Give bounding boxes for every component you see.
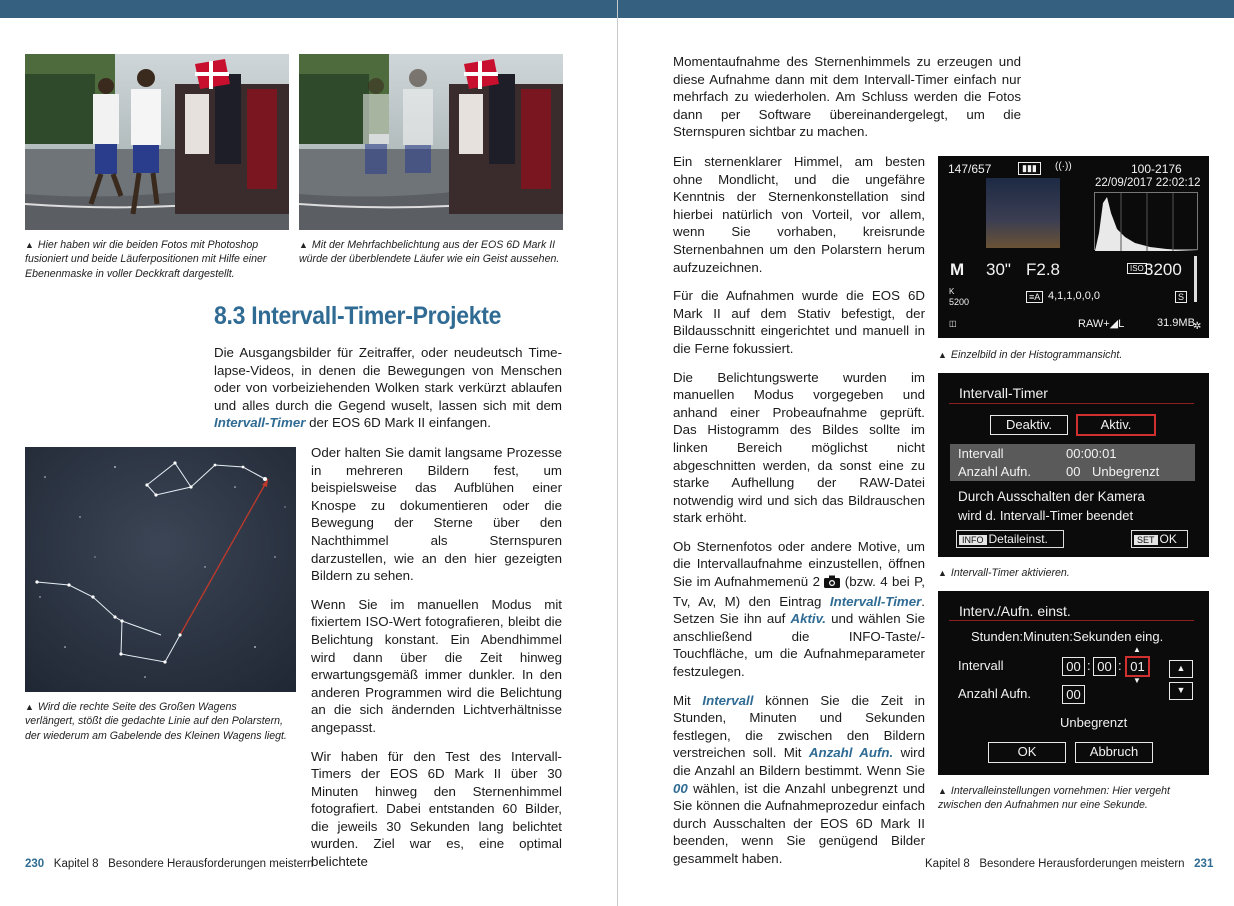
interval-label: Intervall [958,658,1004,673]
mode-m: M [950,260,965,279]
ok-button[interactable]: OK [988,742,1066,763]
hms-subtitle: Stunden:Minuten:Sekunden eing. [971,629,1164,644]
caption-triangle-icon: ▲ [938,568,947,578]
runners-photo-ghost [299,54,563,230]
ok-label: OK [1159,532,1177,546]
histogram-screen [938,156,1209,338]
hours-field[interactable]: 00 [1062,657,1085,676]
paragraph: Ein sternenklarer Himmel, am besten ohne Mondlicht, und die ungefähre Kenntnis der Sternenkonstellation sind hierbei natürlich von Vorteil, vor allem, wenn Sie vorhaben, kreisrunde Sternenbahnen um den Polarstern herum aufzuzeichnen. [673,154,925,275]
picture-style-values: 4,1,1,0,0,0 [1048,290,1100,302]
caption-triangle-icon: ▲ [25,702,34,712]
aperture: F2.8 [1026,260,1061,279]
paragraph: Oder halten Sie damit langsame Prozesse in mehreren Bildern fest, um beispielsweise das Aufblühen einer Knospe zu dokumentieren oder die Bewegung der Sterne über den Nachthimmel als Sternspuren darzustellen, wie an den hier gezeigten Bildern zu sehen. [311,445,562,584]
chapter-title: Besondere Herausforderungen meistern [979,858,1185,870]
section-heading: 8.3 Intervall-Timer-Projekte [214,302,502,330]
right-body-column [673,153,925,879]
photo-caption-right: ▲ Mit der Mehrfachbelichtung aus der EOS 6D Mark II würde der überblendete Läufer wie ein Geist aussehen. [299,239,560,266]
star-caption: ▲ Wird die rechte Seite des Großen Wagens verlängert, stößt die gedachte Linie auf den Polarstern, der wiederum am Gabelende des Kleinen Wagens liegt. [25,701,287,742]
scroll-indicator [1194,256,1197,302]
screen2-caption: ▲ Intervall-Timer aktivieren. [938,567,1070,579]
quality: RAW+◢L [1078,318,1125,330]
interval-label: Intervall [958,446,1004,461]
left-body-column [311,444,562,882]
paragraph: Für die Aufnahmen wurde die EOS 6D Mark II auf dem Stativ befestigt, der Bildausschnitt eingerichtet und manuell in die Ferne fokussiert. [673,288,925,356]
caption-triangle-icon: ▲ [938,350,947,360]
count-label: Anzahl Aufn. [958,464,1031,479]
note-line-1: Durch Ausschalten der Kamera [958,489,1145,504]
star-photo [25,447,296,692]
picture-style-icon: ≡A [1026,291,1043,303]
minutes-field[interactable]: 00 [1093,657,1116,676]
count-value: 00 [1066,464,1081,479]
chapter-label: Kapitel 8 [925,858,970,870]
right-page [617,0,1234,906]
folder-number: 100-2176 [1131,162,1182,176]
unlimited-label: Unbegrenzt [1060,715,1128,730]
shot-count: 147/657 [948,162,992,176]
set-ok-button[interactable] [1131,530,1188,548]
paragraph: Mit Intervall können Sie die Zeit in Stunden, Minuten und Sekunden festlegen, die zwischen den Bildern verstreichen soll. Mit Anzahl Aufn. wird die Anzahl an Bildern bestimmt. Wenn Sie 00 wählen, ist die Anzahl unbegrenzt und Sie können die Aufnahmeprozedur einfach durch Ausschalten der EOS 6D Mark II beenden, wenn Sie genügend Bilder gesammelt haben. [673,692,925,866]
busy-icon: ✲ [1193,321,1202,332]
caption-triangle-icon: ▲ [25,240,34,250]
file-size: 31.9MB [1157,317,1195,329]
paragraph: Wir haben für den Test des Intervall-Timers der EOS 6D Mark II über 30 Minuten hinweg den Sternenhimmel fotografiert. Dabei entstanden 60 Bilder, die jeweils 30 Sekunden lang belichtet wurden. Ziel war es, eine optimal belichtete [311,748,562,870]
top-bar [618,0,1234,18]
meter-off-icon: ◫ [949,319,957,328]
seconds-field[interactable]: 01 [1125,656,1150,677]
up-arrow-icon: ▲ [1133,645,1141,654]
interval-settings-screen [938,591,1209,775]
photo-caption-left: ▲ Hier haben wir die beiden Fotos mit Photoshop fusioniert und beide Läuferpositionen mit Hilfe einer Ebenenmaske in voller Deckkraft dargestellt. [25,239,267,280]
title-divider [949,620,1194,621]
iso-value: 3200 [1144,260,1182,279]
info-label: Detaileinst. [988,532,1048,546]
screen1-caption: ▲ Einzelbild in der Histogrammansicht. [938,349,1123,361]
info-key: INFO [959,535,987,545]
note-line-2: wird d. Intervall-Timer beendet [958,508,1134,523]
activate-button[interactable]: Aktiv. [1076,414,1156,436]
page-number: 230 [25,858,45,870]
down-arrow-icon: ▼ [1133,676,1141,685]
right-top-paragraph: Momentaufnahme des Sternenhimmels zu erzeugen und diese Aufnahme dann mit dem Intervall-Timer einfach nur mehrfach zu wiederholen. Am Schluss werden die Fotos dann per Software übereinandergelegt, um die Sternspuren sichtbar zu machen. [673,54,1021,140]
battery-icon: ▮▮▮ [1018,162,1041,175]
menu-title: Interv./Aufn. einst. [959,603,1071,619]
interval-value: 00:00:01 [1066,446,1117,461]
iso-icon: ISO [1127,263,1147,274]
runners-photo-merged [25,54,289,230]
caption-triangle-icon: ▲ [299,240,308,250]
interval-timer-screen [938,373,1209,557]
date-time: 22/09/2017 22:02:12 [1095,177,1201,189]
screen3-caption: ▲ Intervalleinstellungen vornehmen: Hier vergeht zwischen den Aufnahmen nur eine Sekunde. [938,785,1170,812]
down-arrow-icon: ▼ [1176,685,1186,695]
page-number: 231 [1194,858,1214,870]
cancel-button[interactable]: Abbruch [1075,742,1153,763]
colon: : [1087,658,1091,673]
deactivate-button[interactable]: Deaktiv. [990,415,1068,435]
info-detail-button[interactable] [956,530,1064,548]
left-footer [25,858,313,870]
paragraph: Die Belichtungswerte wurden im manuellen Modus vorgegeben und anhand einer Probeaufnahme geprüft. Das Histogramm des Bildes sollte im linken Bereich möglichst nicht abgeschnitten werden, da sonst eine zu starke Aufhellung der RAW-Datei notwendig wird und sich das Bildrauschen stark erhöht. [673,369,925,526]
increment-button[interactable] [1169,660,1193,678]
chapter-label: Kapitel 8 [53,858,99,870]
count-unlimited: Unbegrenzt [1092,464,1160,479]
paragraph: Wenn Sie im manuellen Modus mit fixiertem ISO-Wert fotografieren, bleibt die Belichtung konstant. Ein Abendhimmel wird dann über die Zeit hinweg erwartungsgemäß immer dunkler. In den anderen Programmen wird die Belichtung an die sich ändernden Lichtverhältnisse angepasst. [311,596,562,735]
wb-kelvin-icon: K [949,287,955,296]
right-footer [925,858,1213,870]
decrement-button[interactable] [1169,682,1193,700]
top-bar [0,0,617,18]
wifi-off-icon: ((·)) [1055,161,1072,172]
chapter-title: Besondere Herausforderungen meistern [108,858,314,870]
caption-triangle-icon: ▲ [938,786,947,796]
shutter-speed: 30" [986,260,1011,279]
drive-icon: S [1175,291,1187,303]
thumbnail-image [986,178,1060,248]
count-label: Anzahl Aufn. [958,686,1031,701]
histogram [1094,192,1198,250]
title-divider [949,403,1194,404]
intro-paragraph: Die Ausgangsbilder für Zeitraffer, oder neudeutsch Timelapse-Videos, in denen die Bewegungen von Menschen oder von vorbeiziehenden Wolken stark verkürzt ablaufen und alles durch die Gegend wuselt, lassen sich mit dem Intervall-Timer der EOS 6D Mark II einfangen. [214,345,562,431]
count-field[interactable]: 00 [1062,685,1085,704]
up-arrow-icon: ▲ [1176,663,1186,673]
camera-icon [824,575,840,593]
set-key: SET [1134,535,1158,545]
colon: : [1118,658,1122,673]
paragraph: Ob Sternenfotos oder andere Motive, um die Intervallaufnahme einzustellen, öffnen Sie im Aufnahmemenü 2 (bzw. 4 bei P, Tv, Av, M) den Eintrag Intervall-Timer. Setzen Sie ihn auf Aktiv. und wählen Sie anschließend die INFO-Taste/-Touchfläche, um die Aufnahmeparameter festzulegen. [673,538,926,680]
menu-title: Intervall-Timer [959,385,1048,401]
wb-value: 5200 [949,297,970,307]
